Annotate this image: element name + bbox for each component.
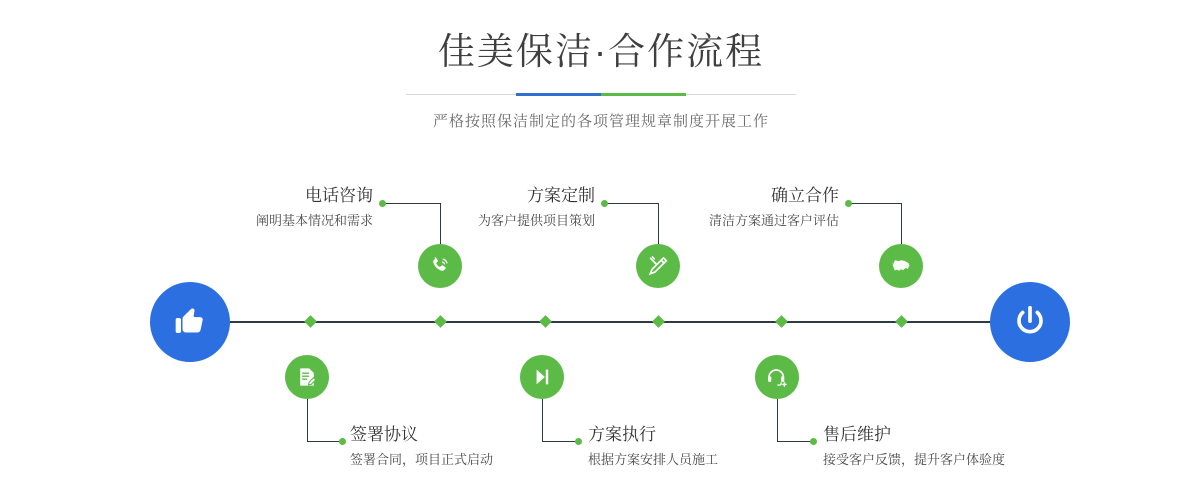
- title-divider: [406, 93, 796, 96]
- step-node-3[interactable]: [636, 244, 680, 288]
- step-title-6: 售后维护: [823, 425, 891, 444]
- connector-arm-4: [542, 441, 578, 442]
- axis-marker: [304, 315, 317, 328]
- step-title-2: 签署协议: [350, 425, 418, 444]
- step-label-5: [600, 185, 839, 231]
- play-forward-icon: [530, 365, 554, 389]
- page-header: [0, 28, 1202, 131]
- axis-marker: [539, 315, 552, 328]
- step-node-5[interactable]: [879, 244, 923, 288]
- connector-arm-5: [848, 203, 901, 204]
- connector-dot-2: [339, 438, 346, 445]
- step-node-4[interactable]: [520, 355, 564, 399]
- connector-arm-2: [307, 441, 342, 442]
- phone-call-icon: [428, 254, 452, 278]
- axis-marker: [652, 315, 665, 328]
- timeline-end-badge: [990, 282, 1070, 362]
- connector-arm-6: [777, 441, 813, 442]
- connector-dot-4: [575, 438, 582, 445]
- step-desc-4: 根据方案安排人员施工: [588, 452, 719, 467]
- step-title-5: 确立合作: [771, 186, 839, 205]
- step-label-4: [588, 424, 718, 470]
- step-node-1[interactable]: [418, 244, 462, 288]
- step-node-2[interactable]: [285, 355, 329, 399]
- power-icon: [1010, 302, 1050, 342]
- step-title-3: 方案定制: [527, 186, 595, 205]
- connector-dot-5: [845, 200, 852, 207]
- document-edit-icon: [295, 365, 319, 389]
- connector-stem-4: [542, 399, 543, 441]
- step-label-1: [120, 185, 373, 231]
- step-desc-2: 签署合同，项目正式启动: [350, 452, 494, 467]
- timeline-start-badge: [150, 282, 230, 362]
- thumbs-up-icon: [170, 302, 210, 342]
- connector-dot-6: [810, 438, 817, 445]
- page-subtitle: 严格按照保洁制定的各项管理规章制度开展工作: [432, 113, 769, 130]
- page-title: 佳美保洁·合作流程: [437, 31, 765, 72]
- step-desc-1: 阐明基本情况和需求: [255, 213, 373, 228]
- axis-marker: [895, 315, 908, 328]
- step-label-6: [823, 424, 1005, 470]
- step-label-3: [350, 185, 595, 231]
- step-desc-3: 为客户提供项目策划: [477, 213, 595, 228]
- divider-green-segment: [601, 93, 686, 96]
- step-title-1: 电话咨询: [305, 186, 373, 205]
- pen-ruler-icon: [646, 254, 670, 278]
- headset-support-icon: [765, 365, 789, 389]
- step-desc-5: 清洁方案通过客户评估: [708, 213, 839, 228]
- step-label-2: [350, 424, 493, 470]
- connector-stem-6: [777, 399, 778, 441]
- step-desc-6: 接受客户反馈，提升客户体验度: [823, 452, 1006, 467]
- axis-marker: [775, 315, 788, 328]
- connector-stem-2: [307, 399, 308, 441]
- connector-stem-5: [901, 203, 902, 244]
- divider-blue-segment: [516, 93, 601, 96]
- handshake-icon: [889, 254, 913, 278]
- step-node-6[interactable]: [755, 355, 799, 399]
- step-title-4: 方案执行: [588, 425, 656, 444]
- axis-marker: [434, 315, 447, 328]
